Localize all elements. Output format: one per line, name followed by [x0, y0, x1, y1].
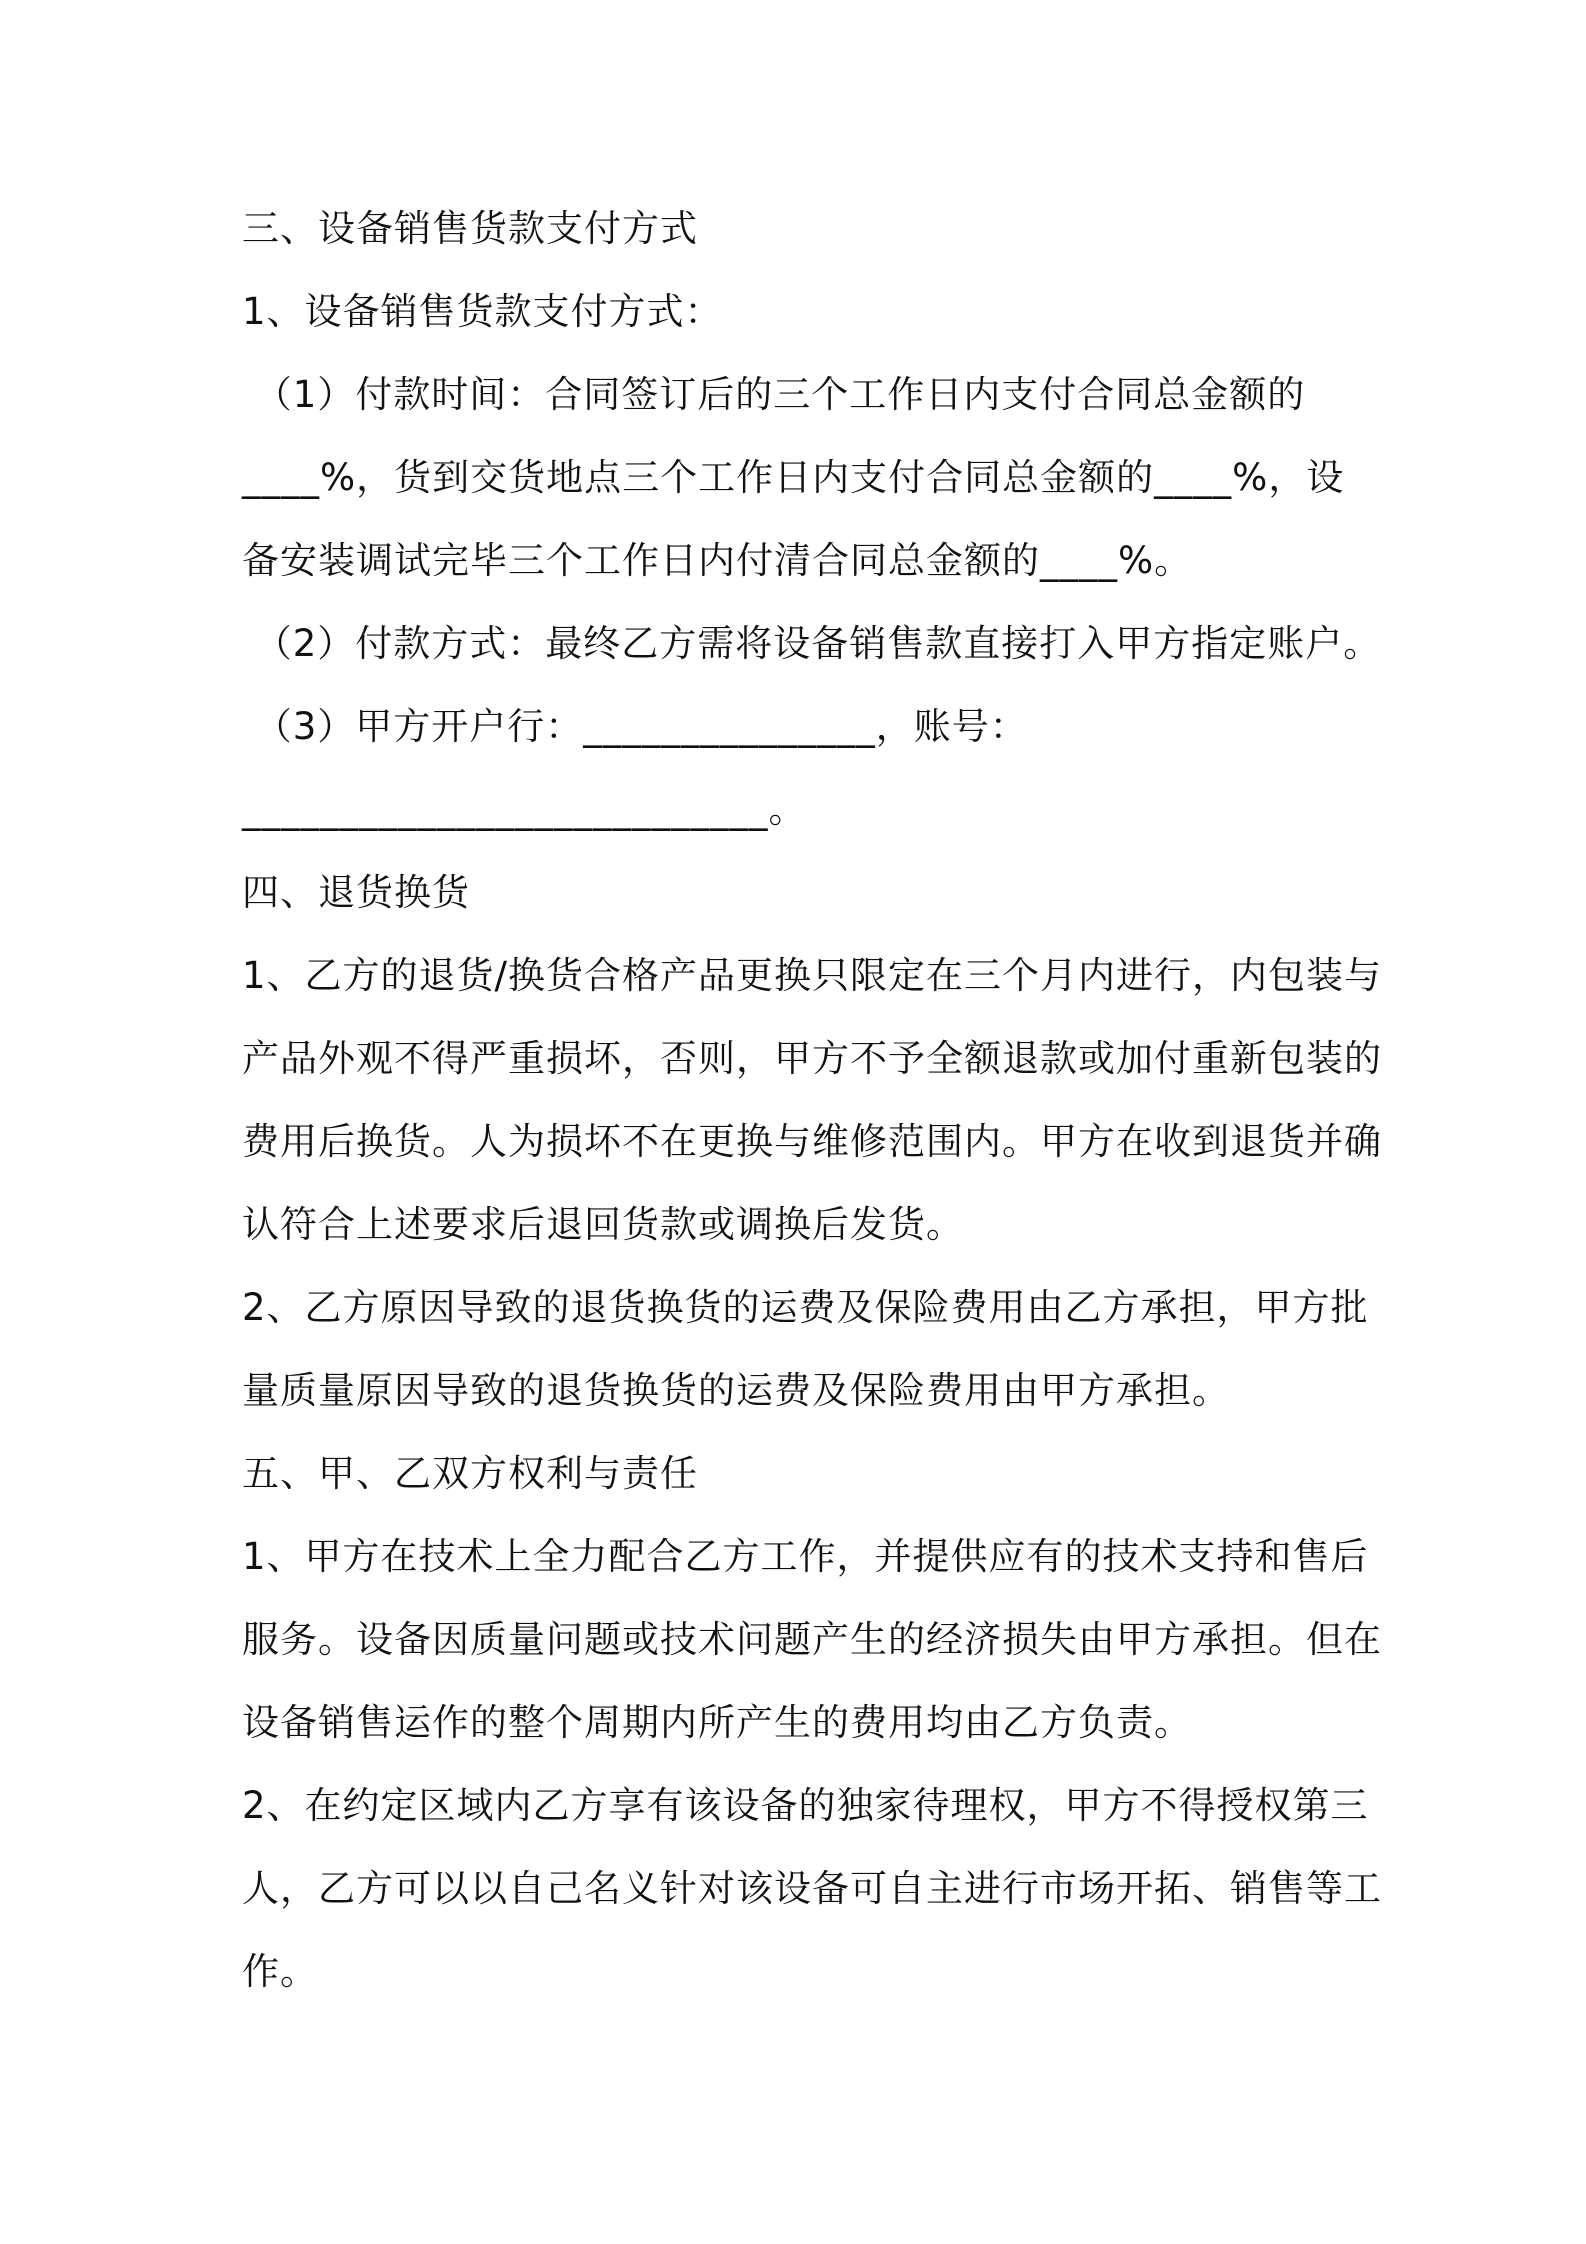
clause-rights-1-line-1: 1、甲方在技术上全力配合乙方工作，并提供应有的技术支持和售后 — [242, 1535, 1369, 1578]
clause-payment-method-title: 1、设备销售货款支付方式： — [242, 290, 723, 333]
clause-rights-2-line-2: 人，乙方可以以自己名义针对该设备可自主进行市场开拓、销售等工 — [242, 1867, 1382, 1910]
clause-returns-1-line-2: 产品外观不得严重损坏，否则，甲方不予全额退款或加付重新包装的 — [242, 1037, 1382, 1080]
clause-rights-1-line-2: 服务。设备因质量问题或技术问题产生的经济损失由甲方承担。但在 — [242, 1618, 1382, 1661]
clause-rights-2-line-1: 2、在约定区域内乙方享有该设备的独家待理权，甲方不得授权第三 — [242, 1784, 1369, 1827]
clause-payment-time-line-2: ____%，货到交货地点三个工作日内支付合同总金额的____%，设 — [242, 456, 1345, 499]
clause-bank-account-line-1: （3）甲方开户行：_______________，账号： — [242, 705, 1028, 748]
clause-payment-time-line-3: 备安装调试完毕三个工作日内付清合同总金额的____%。 — [242, 539, 1193, 582]
clause-returns-1-line-3: 费用后换货。人为损坏不在更换与维修范围内。甲方在收到退货并确 — [242, 1120, 1382, 1163]
section-heading-returns: 四、退货换货 — [242, 871, 470, 914]
clause-returns-1-line-4: 认符合上述要求后退回货款或调换后发货。 — [242, 1203, 964, 1246]
clause-rights-1-line-3: 设备销售运作的整个周期内所产生的费用均由乙方负责。 — [242, 1701, 1192, 1744]
clause-rights-2-line-3: 作。 — [242, 1950, 318, 1993]
clause-returns-2-line-1: 2、乙方原因导致的退货换货的运费及保险费用由乙方承担，甲方批 — [242, 1286, 1369, 1329]
clause-payment-mode: （2）付款方式：最终乙方需将设备销售款直接打入甲方指定账户。 — [242, 622, 1382, 665]
section-heading-payment: 三、设备销售货款支付方式 — [242, 207, 698, 250]
section-heading-rights: 五、甲、乙双方权利与责任 — [242, 1452, 698, 1495]
clause-returns-2-line-2: 量质量原因导致的退货换货的运费及保险费用由甲方承担。 — [242, 1369, 1230, 1412]
clause-bank-account-line-2: ___________________________。 — [242, 788, 807, 831]
clause-payment-time-line-1: （1）付款时间：合同签订后的三个工作日内支付合同总金额的 — [242, 373, 1306, 416]
clause-returns-1-line-1: 1、乙方的退货/换货合格产品更换只限定在三个月内进行，内包装与 — [242, 954, 1383, 997]
